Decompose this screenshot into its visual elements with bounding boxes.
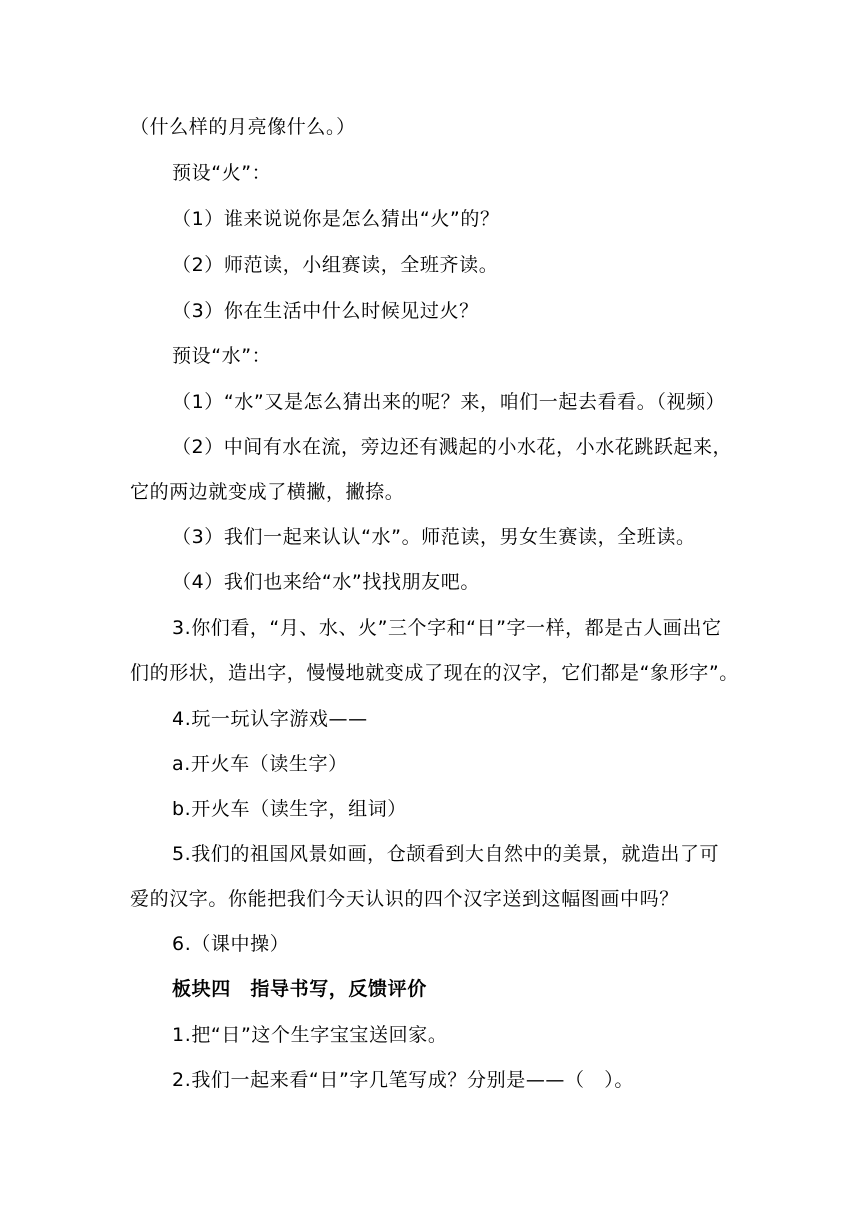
list-item: （3）我们一起来认认“水”。师范读，男女生赛读，全班读。 — [172, 526, 696, 548]
paragraph-line: 3.你们看，“月、水、火”三个字和“日”字一样，都是古人画出它 — [172, 617, 722, 639]
paragraph-line: 4.玩一玩认字游戏—— — [172, 708, 368, 730]
section-heading: 板块四 指导书写，反馈评价 — [172, 978, 427, 1000]
list-item: （3）你在生活中什么时候见过火？ — [172, 300, 479, 322]
list-item: （2）师范读，小组赛读，全班齐读。 — [172, 254, 499, 276]
paragraph-line: 6.（课中操） — [172, 933, 290, 955]
list-item: （4）我们也来给“水”找找朋友吧。 — [172, 571, 480, 593]
list-item-continuation: 它的两边就变成了横撇，撇捺。 — [130, 481, 405, 503]
list-item: （1）“水”又是怎么猜出来的呢？来，咱们一起去看看。（视频） — [172, 391, 726, 413]
paragraph-line: b.开火车（读生字，组词） — [172, 798, 407, 820]
paragraph-line: 5.我们的祖国风景如画，仓颉看到大自然中的美景，就造出了可 — [172, 843, 720, 865]
list-item: （2）中间有水在流，旁边还有溅起的小水花，小水花跳跃起来， — [172, 436, 733, 458]
preset-heading-water: 预设“水”： — [172, 345, 272, 367]
paragraph-line: a.开火车（读生字） — [172, 753, 348, 775]
paragraph-line: 2.我们一起来看“日”字几笔写成？分别是——（ ）。 — [172, 1069, 634, 1091]
preset-heading-fire: 预设“火”： — [172, 162, 272, 184]
paragraph-line: （什么样的月亮像什么。） — [130, 116, 356, 138]
paragraph-line: 1.把“日”这个生字宝宝送回家。 — [172, 1024, 448, 1046]
list-item: （1）谁来说说你是怎么猜出“火”的？ — [172, 208, 500, 230]
paragraph-line: 们的形状，造出字，慢慢地就变成了现在的汉字，它们都是“象形字”。 — [130, 662, 739, 684]
paragraph-line: 爱的汉字。你能把我们今天认识的四个汉字送到这幅图画中吗？ — [130, 888, 679, 910]
